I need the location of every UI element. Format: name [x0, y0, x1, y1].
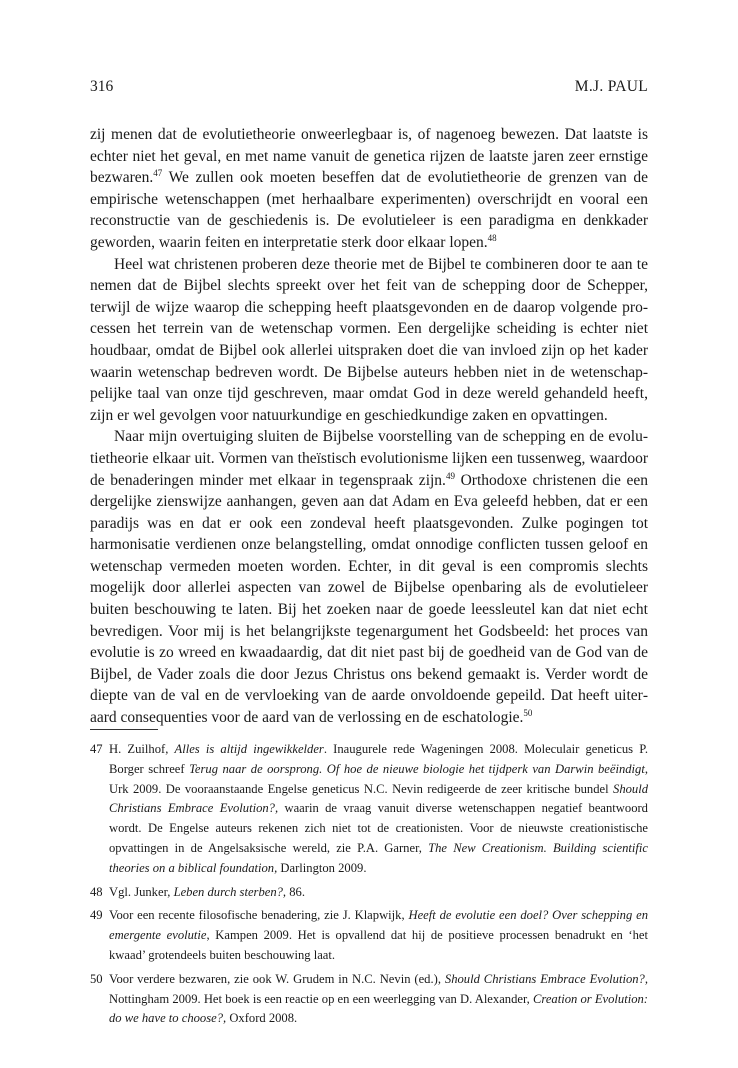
paragraph	[90, 124, 648, 254]
footnote-number: 50	[90, 971, 103, 986]
footnote-number: 48	[90, 884, 103, 899]
footnote-text: . Inaugurele rede Wageningen 2008. Moleculair geneticus P. Borger schreef	[109, 742, 648, 776]
footnote-separator	[90, 729, 158, 730]
paragraph-text: Heel wat christenen proberen deze theorie met de Bijbel te combineren door te aan te nemen dat de Bijbel slechts spreekt over het feit van de schepping door de Schepper, terwijl de wijze waarop die schepping heeft plaatsgevonden en de daarop volgende processen het terrein van de wetenschap vormen. Een dergelijke scheiding is echter niet houdbaar, omdat de Bijbel ook allerlei uitspraken doet die van invloed zijn op het kader waarin wetenschap bedreven wordt. De Bijbelse auteurs hebben niet in de wetenschappelijke taal van onze tijd geschreven, maar omdat God in deze wereld gehandeld heeft, zijn er wel gevolgen voor natuurkundige en geschiedkundige zaken en opvattingen.	[90, 255, 648, 424]
footnote-title: Leben durch sterben?,	[173, 884, 287, 899]
footnote-text: Voor verdere bezwaren, zie ook W. Grudem in N.C. Nevin (ed.),	[109, 971, 445, 986]
footnote-ref[interactable]: 49	[445, 470, 455, 481]
footnote	[90, 883, 648, 903]
footnote-text: Darlington 2009.	[277, 860, 367, 875]
footnote-text: , Kampen 2009. Het is opvallend dat hij de positieve processen benadrukt en ‘het kwaad’ grotendeels buiten beschouwing laat.	[109, 928, 648, 962]
footnote-text: Oxford 2008.	[226, 1011, 298, 1026]
paragraph-text: We zullen ook moeten beseffen dat de evolutietheorie de grenzen van de empirische wetenschappen (met herhaalbare experimenten) overschrijdt en vooral een reconstructie van de geschiedenis is. De evolutieleer is een paradigma en denkkader geworden, waarin feiten en interpretatie sterk door elkaar lopen.	[90, 169, 648, 251]
footnote	[90, 906, 648, 965]
footnote	[90, 970, 648, 1029]
footnote-title: Heeft de evolutie een doel? Over schepping en emergente evolutie	[109, 908, 649, 943]
running-head: M.J. PAUL	[574, 78, 648, 95]
paragraph	[90, 426, 648, 728]
footnote	[90, 740, 648, 879]
footnote-title: Alles is altijd ingewikkelder	[174, 742, 324, 756]
footnote-ref[interactable]: 50	[523, 707, 533, 718]
footnote-text: 86.	[286, 884, 305, 899]
footnote-ref[interactable]: 47	[153, 168, 163, 179]
footnote-number: 49	[90, 908, 103, 923]
footnote-title: The New Creationism. Building scientific theories on a biblical foundation,	[109, 840, 648, 875]
footnote-title: Terug naar de oorsprong. Of hoe de nieuwe biologie het tijdperk van Darwin beëindigt	[189, 761, 645, 776]
footnote-text: waarin de vraag vanuit diverse wetenschappen negatief beantwoord wordt. De Engelse auteurs rekenen zich niet tot de creationisten. Voor de nieuwste creationistische opvattingen in de Angelsaksische wereld, zie P.A. Garner,	[109, 801, 648, 855]
page-header	[90, 78, 648, 102]
body-text	[90, 124, 648, 729]
footnote-ref[interactable]: 48	[487, 232, 497, 243]
footnotes	[90, 740, 648, 1033]
paragraph-text: zij menen dat de evolutietheorie onweerlegbaar is, of nagenoeg bewezen. Dat laatste is echter niet het geval, en met name vanuit de genetica rijzen de laatste jaren zeer ernstige bezwaren.	[90, 126, 648, 187]
paragraph	[90, 254, 648, 427]
footnote-title: Should Christians Embrace Evolution?,	[444, 971, 648, 986]
footnote-text: H. Zuilhof,	[109, 742, 175, 756]
footnote-text: Nottingham 2009. Het boek is een reactie op en een weerlegging van D. Alexander,	[109, 991, 533, 1006]
footnote-title: Creation or Evolution: do we have to choose?,	[109, 991, 648, 1026]
footnote-text: , Urk 2009. De vooraanstaande Engelse geneticus N.C. Nevin redigeerde de zeer kritische bundel	[109, 761, 648, 796]
footnote-text: Vgl. Junker,	[109, 884, 174, 899]
footnote-title: Should Christians Embrace Evolution?,	[109, 781, 648, 816]
footnote-number: 47	[90, 742, 103, 756]
page-number: 316	[90, 78, 114, 95]
footnote-text: Voor een recente filosofische benadering, zie J. Klapwijk,	[109, 908, 409, 923]
paragraph-text: Orthodoxe christenen die een dergelijke zienswijze aanhangen, geven aan dat Adam en Eva geleefd hebben, dat er een paradijs was en dat er ook een zondeval heeft plaatsgevonden. Zulke pogingen tot harmonisatie verdienen onze belangstelling, omdat onnodige conflicten tussen geloof en wetenschap vermeden moeten worden. Echter, in dit geval is een compromis slechts mogelijk door allerlei aspecten van zowel de Bijbelse openbaring als de evolutieleer buiten beschouwing te laten. Bij het zoeken naar de goede leessleutel kan dat niet echt bevredigen. Voor mij is het belangrijkste tegenargument het Godsbeeld: het proces van evolutie is zo wreed en kwaadaardig, dat dit niet past bij de goedheid van de God van de Bijbel, de Vader zoals die door Jezus Christus ons bekend gemaakt is. Verder wordt de diepte van de val en de vervloeking van de aarde onvoldoende gepeild. Dat heeft uiteraard consequenties voor de aard van de verlossing en de eschatologie.	[90, 471, 649, 727]
paragraph-text: Naar mijn overtuiging sluiten de Bijbelse voorstelling van de schepping en de evolutietheorie elkaar uit. Vormen van theïstisch evolutionisme lijken een tussenweg, waardoor de benaderingen minder met elkaar in tegenspraak zijn.	[90, 428, 648, 489]
